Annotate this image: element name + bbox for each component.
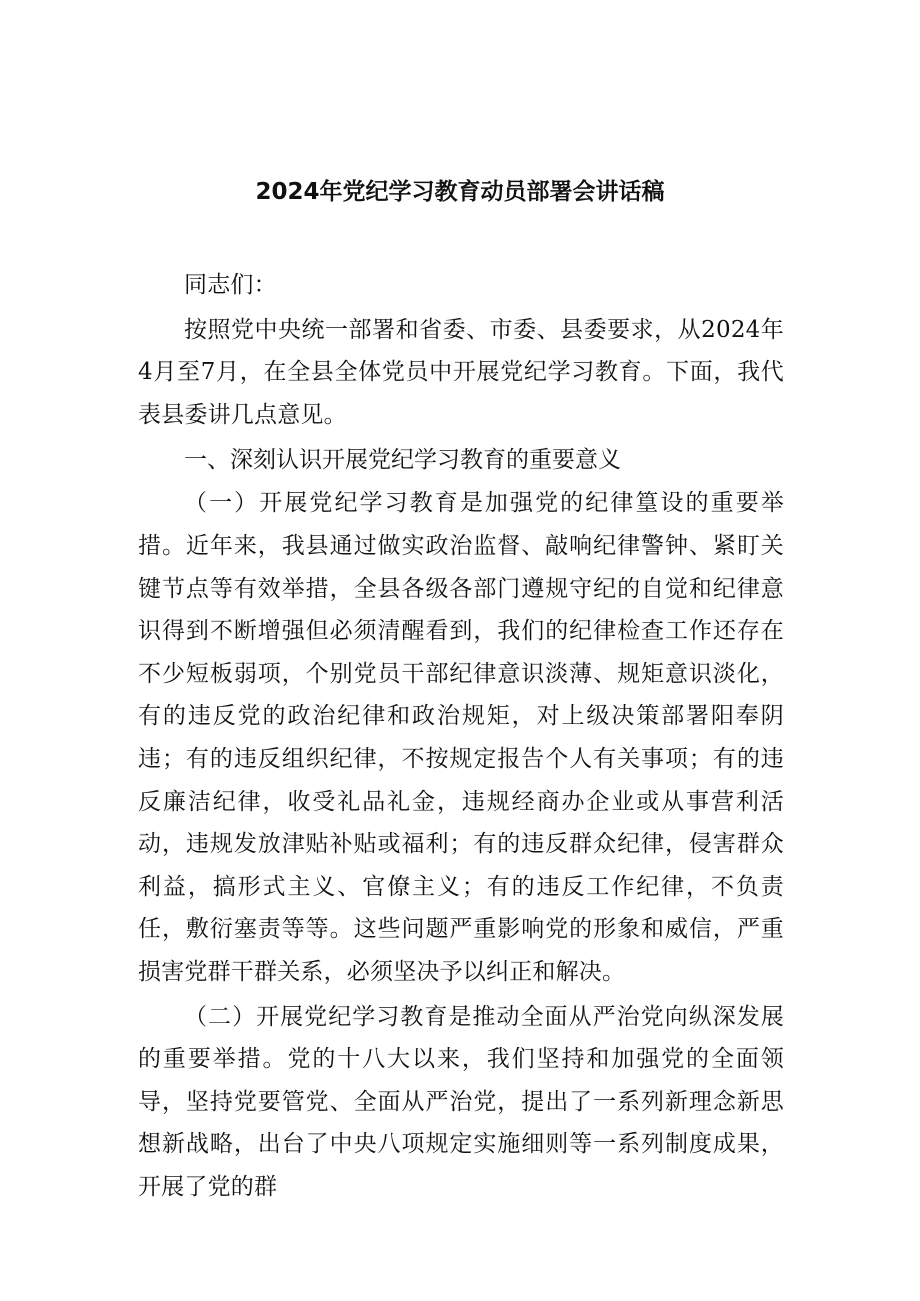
salutation: 同志们：	[184, 272, 277, 298]
paragraph-1: （一）开展党纪学习教育是加强党的纪律篁设的重要举措。近年来，我县通过做实政治监督、敲响纪律警钟、紧盯关键节点等有效举措，全县各级各部门遵规守纪的自觉和纪律意识得到不断增强但必须清醒看到，我们的纪律检查工作还存在不少短板弱项，个别党员干部纪律意识淡薄、规矩意识淡化，有的违反党的政治纪律和政治规矩，对上级决策部署阳奉阴违；有的违反组织纪律，不按规定报告个人有关事项；有的违反廉洁纪律，收受礼品礼金，违规经商办企业或从事营利活动，违规发放津贴补贴或福利；有的违反群众纪律，侵害群众利益，搞形式主义、官僚主义；有的违反工作纪律，不负责任，敷衍塞责等等。这些问题严重影响党的形象和威信，严重损害党群干群关系，必须坚决予以纠正和解决。	[138, 490, 784, 985]
intro-paragraph: 按照党中央统一部署和省委、市委、县委要求，从2024年4月至7月，在全县全体党员中开展党纪学习教育。下面，我代表县委讲几点意见。	[138, 316, 784, 428]
document-body	[138, 264, 784, 1208]
section-heading-1: 一、深刻认识开展党纪学习教育的重要意义	[184, 447, 621, 474]
page-title: 2024年党纪学习教育动员部署会讲话稿	[255, 179, 665, 205]
paragraph-2: （二）开展党纪学习教育是推动全面从严治党向纵深发展的重要举措。党的十八大以来，我们坚持和加强党的全面领导，坚持党要管党、全面从严治党，提出了一系列新理念新思想新战略，出台了中央八项规定实施细则等一系列制度成果，开展了党的群	[138, 1003, 784, 1200]
